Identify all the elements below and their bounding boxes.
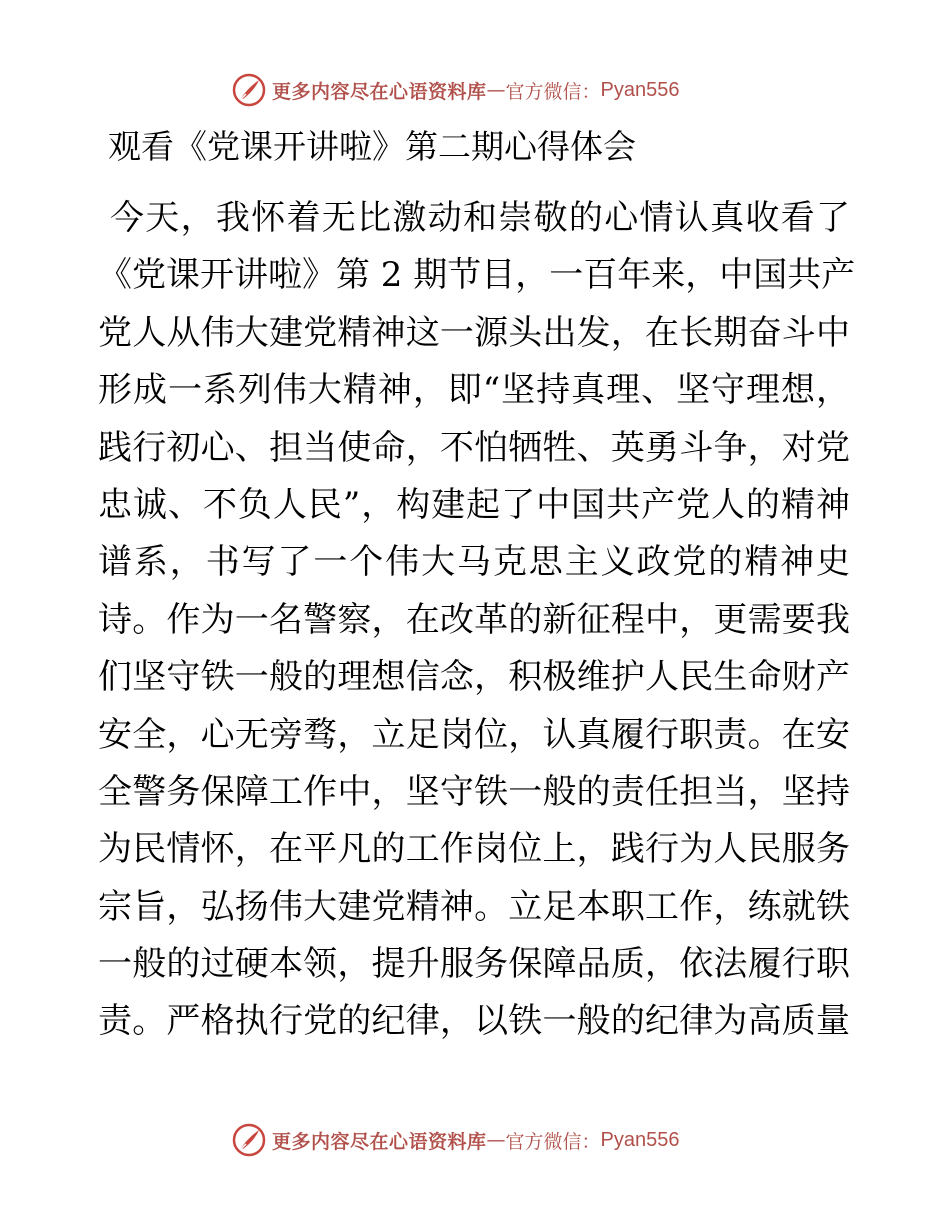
- body-line: 为民情怀，在平凡的工作岗位上，践行为人民服务: [98, 829, 850, 870]
- watermark-site-text: 更多内容尽在心语资料库: [272, 1130, 487, 1153]
- body-line: 责。严格执行党的纪律，以铁一般的纪律为高质量: [98, 1001, 850, 1042]
- footer-watermark: [232, 1120, 680, 1160]
- quill-logo-icon: [232, 73, 266, 107]
- body-line: 谱系，书写了一个伟大马克思主义政党的精神史: [98, 542, 850, 583]
- body-line: 《党课开讲啦》第 2 期节目，一百年来，中国共产: [98, 255, 856, 296]
- body-line: 全警务保障工作中，坚守铁一般的责任担当，坚持: [98, 771, 850, 812]
- body-line: 践行初心、担当使命，不怕牺牲、英勇斗争，对党: [98, 427, 850, 468]
- watermark-dash: —: [486, 79, 506, 101]
- body-line: 诗。作为一名警察，在改革的新征程中，更需要我: [98, 599, 850, 640]
- body-line: 一般的过硬本领，提升服务保障品质，依法履行职: [98, 944, 850, 985]
- body-line: 们坚守铁一般的理想信念，积极维护人民生命财产: [98, 657, 850, 698]
- watermark-site-text: 更多内容尽在心语资料库: [272, 80, 487, 103]
- body-line: 党人从伟大建党精神这一源头出发，在长期奋斗中: [98, 312, 850, 353]
- watermark-dash: —: [486, 1129, 506, 1151]
- watermark-wechat-label: 官方微信：: [505, 80, 601, 103]
- body-paragraph: [98, 190, 856, 1051]
- body-line: 今天，我怀着无比激动和崇敬的心情认真收看了: [110, 198, 850, 238]
- watermark-wechat-id: Pyan556: [600, 78, 680, 101]
- quill-logo-icon: [232, 1123, 266, 1157]
- body-line: 形成一系列伟大精神，即“坚持真理、坚守理想，: [98, 370, 850, 411]
- header-watermark: [232, 70, 680, 110]
- body-line: 忠诚、不负人民”，构建起了中国共产党人的精神: [98, 484, 850, 525]
- watermark-wechat-id: Pyan556: [600, 1128, 680, 1151]
- page-title: 观看《党课开讲啦》第二期心得体会: [108, 127, 636, 166]
- body-line: 安全，心无旁骛，立足岗位，认真履行职责。在安: [98, 714, 850, 755]
- watermark-wechat-label: 官方微信：: [505, 1130, 601, 1153]
- body-line: 宗旨，弘扬伟大建党精神。立足本职工作，练就铁: [98, 886, 850, 927]
